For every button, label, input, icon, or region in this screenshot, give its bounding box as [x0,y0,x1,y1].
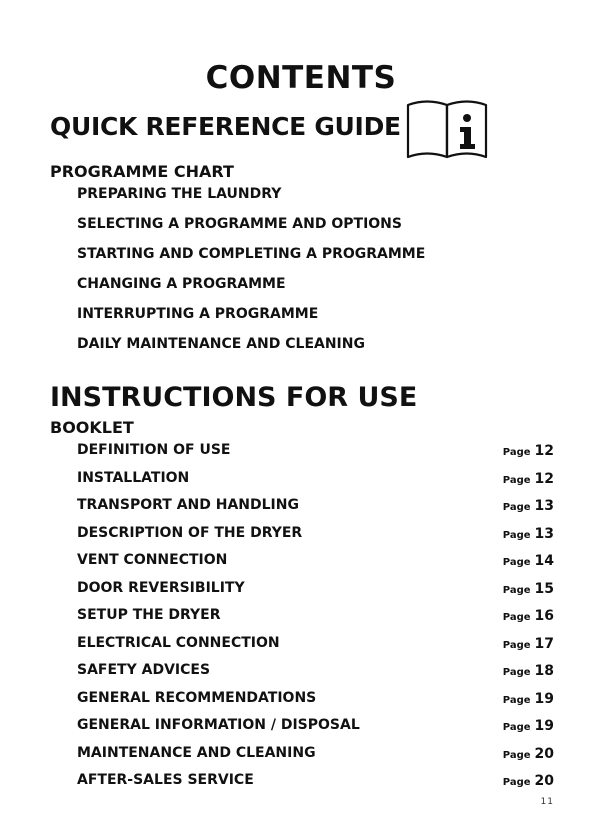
toc-page-ref [503,688,554,711]
toc-row [77,743,554,763]
booklet-heading: BOOKLET [50,418,134,437]
page-number: 20 [534,746,554,762]
page-number: 15 [534,581,554,597]
programme-chart-heading: PROGRAMME CHART [50,162,234,181]
toc-label: DOOR REVERSIBILITY [77,580,245,596]
toc-label: INSTALLATION [77,470,190,486]
page-number: 12 [534,443,554,459]
page-number: 13 [534,526,554,542]
page-number: 12 [534,471,554,487]
page-word: Page [502,750,531,761]
page-word: Page [502,530,531,541]
page-number: 16 [534,608,554,624]
toc-row [77,605,554,625]
toc-row [77,660,554,680]
info-book-icon [405,96,489,160]
toc-label: SETUP THE DRYER [77,607,221,623]
quick-reference-item: STARTING AND COMPLETING A PROGRAMME [77,246,426,262]
page-word: Page [502,695,531,706]
quick-reference-item: SELECTING A PROGRAMME AND OPTIONS [77,216,402,232]
page-word: Page [502,502,531,513]
quick-reference-item: INTERRUPTING A PROGRAMME [77,306,319,322]
page-number: 13 [534,498,554,514]
toc-label: MAINTENANCE AND CLEANING [77,745,316,761]
toc-page-ref [503,523,554,546]
toc-row [77,770,554,790]
page-word: Page [502,722,531,733]
toc-row [77,523,554,543]
toc-page-ref [503,743,554,766]
toc-page-ref [503,468,554,491]
toc-label: TRANSPORT AND HANDLING [77,497,299,513]
page-number: 17 [534,636,554,652]
page-word: Page [502,612,531,623]
toc-page-ref [503,550,554,573]
toc-row [77,495,554,515]
quick-reference-item: CHANGING A PROGRAMME [77,276,286,292]
toc-row [77,468,554,488]
page-word: Page [502,640,531,651]
page-word: Page [502,557,531,568]
toc-label: VENT CONNECTION [77,552,228,568]
toc-label: DEFINITION OF USE [77,442,231,458]
instructions-title: INSTRUCTIONS FOR USE [50,382,418,413]
toc-page-ref [503,495,554,518]
toc-page-ref [503,440,554,463]
page-number: 18 [534,663,554,679]
page-number: 19 [534,718,554,734]
toc-row [77,578,554,598]
toc-page-ref [503,605,554,628]
toc-label: ELECTRICAL CONNECTION [77,635,280,651]
page-number: 14 [534,553,554,569]
page-word: Page [502,475,531,486]
toc-page-ref [503,660,554,683]
toc-page-ref [503,578,554,601]
page-word: Page [502,447,531,458]
toc-page-ref [503,715,554,738]
page-number: 20 [534,773,554,789]
page-word: Page [502,777,531,788]
quick-reference-item: PREPARING THE LAUNDRY [77,186,282,202]
toc-row [77,550,554,570]
page-number: 19 [534,691,554,707]
toc-label: DESCRIPTION OF THE DRYER [77,525,303,541]
toc-label: GENERAL INFORMATION / DISPOSAL [77,717,360,733]
toc-row [77,633,554,653]
toc-row [77,688,554,708]
toc-row [77,440,554,460]
footer-page-number: 11 [540,797,554,807]
toc-label: AFTER-SALES SERVICE [77,772,254,788]
toc-page-ref [503,633,554,656]
page-word: Page [502,585,531,596]
quick-reference-title: QUICK REFERENCE GUIDE [50,112,401,141]
page-title: CONTENTS [205,60,397,96]
quick-reference-item: DAILY MAINTENANCE AND CLEANING [77,336,365,352]
toc-label: SAFETY ADVICES [77,662,211,678]
toc-page-ref [503,770,554,793]
toc-label: GENERAL RECOMMENDATIONS [77,690,317,706]
page-word: Page [502,667,531,678]
toc-row [77,715,554,735]
